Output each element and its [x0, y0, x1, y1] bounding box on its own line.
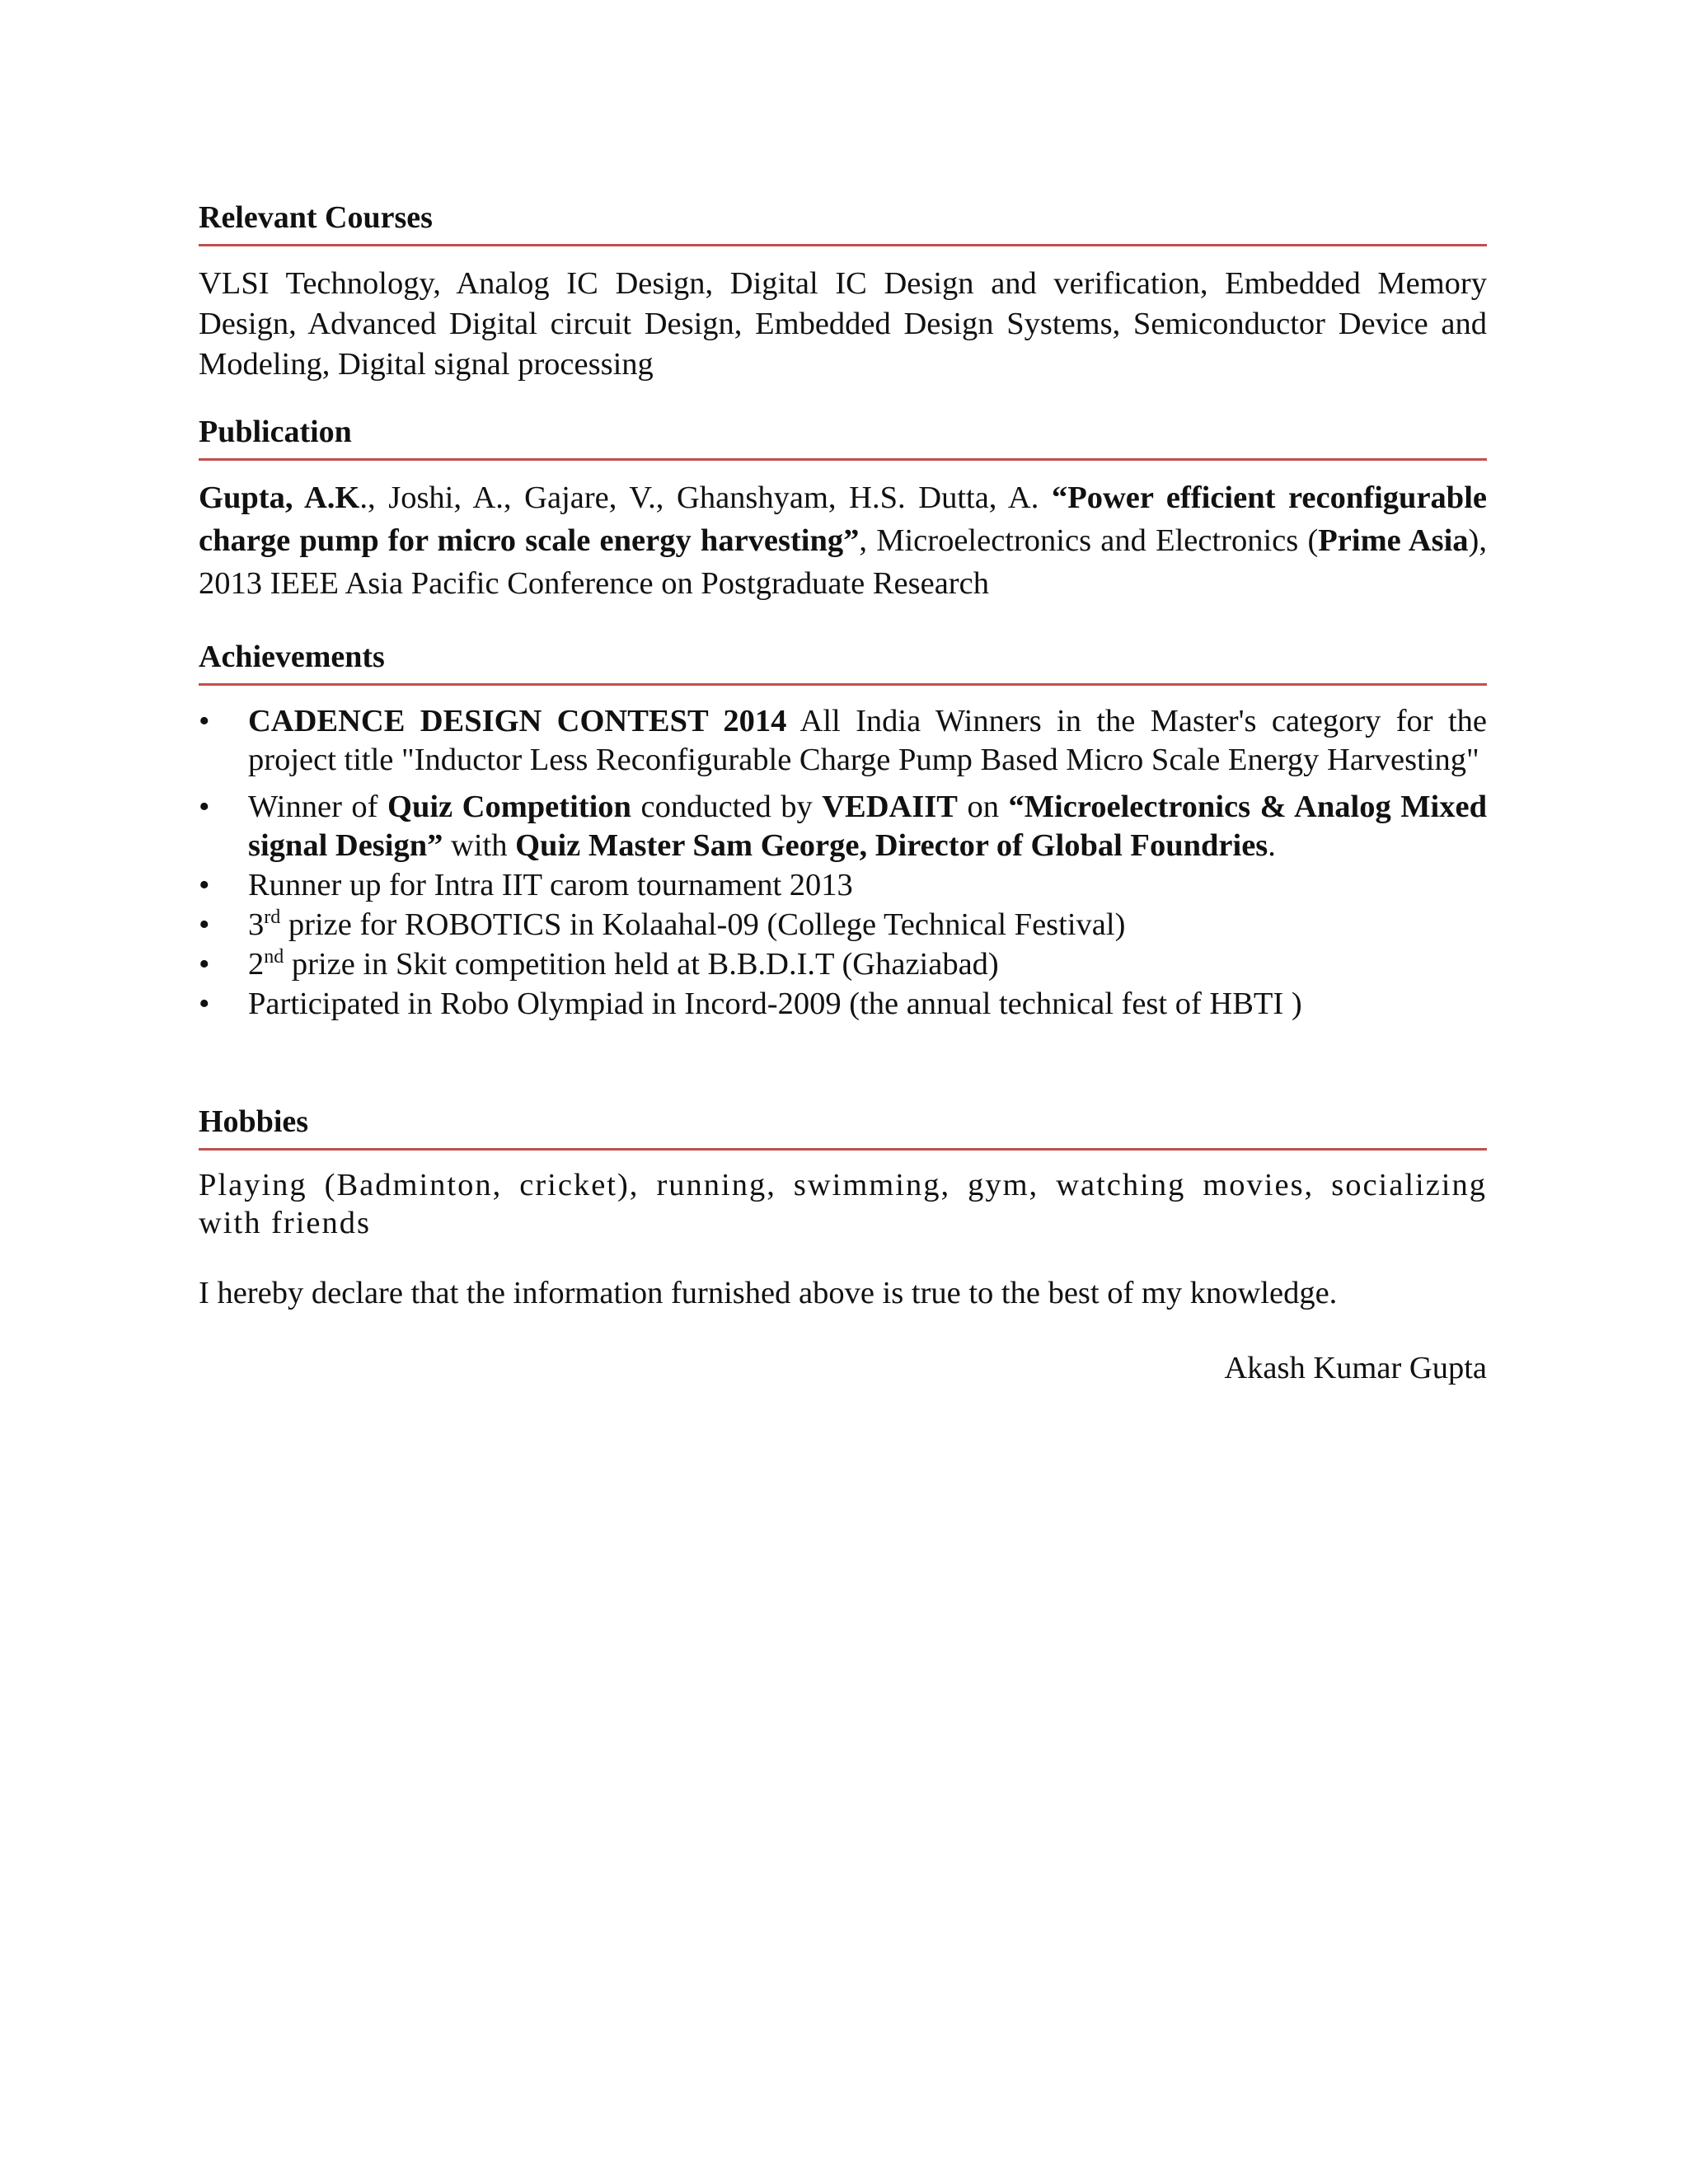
section-divider	[199, 683, 1487, 686]
ordinal-suffix: nd	[264, 946, 284, 968]
achievement-text: with	[443, 828, 516, 863]
achievement-bold: Quiz Competition	[387, 790, 631, 824]
achievement-bold: CADENCE DESIGN CONTEST 2014	[248, 704, 787, 738]
signature-name: Akash Kumar Gupta	[1224, 1351, 1487, 1385]
publication-venue-post: ), 2013 IEEE Asia Pacific Conference on Postgraduate Research	[199, 523, 1487, 601]
courses-section-header	[199, 198, 1487, 246]
bullet-icon: •	[199, 987, 210, 1021]
hobbies-text: Playing (Badminton, cricket), running, swimming, gym, watching movies, socializing with friends	[199, 1168, 1487, 1240]
publication-text	[199, 476, 1487, 605]
ordinal-suffix: rd	[264, 907, 281, 929]
achievement-text: All India Winners in the Master's category for the project title "Inductor Less Reconfigurable Charge Pump Based Micro Scale Energy Harvesting"	[248, 704, 1487, 777]
achievement-text: Winner of	[248, 790, 387, 824]
section-divider	[199, 458, 1487, 461]
achievement-text: .	[1268, 828, 1276, 863]
publication-authors-rest: ., Joshi, A., Gajare, V., Ghanshyam, H.S. Dutta, A.	[359, 480, 1052, 515]
achievements-section-header	[199, 637, 1487, 686]
hobbies-section-header	[199, 1102, 1487, 1151]
achievement-number: 2	[248, 947, 265, 982]
list-item	[199, 866, 1487, 905]
achievements-list	[199, 702, 1487, 1024]
bullet-icon: •	[199, 704, 210, 738]
bullet-icon: •	[199, 868, 210, 902]
achievement-text: Participated in Robo Olympiad in Incord-2009 (the annual technical fest of HBTI )	[248, 987, 1302, 1021]
publication-venue-pre: , Microelectronics and Electronics (	[859, 523, 1319, 558]
list-item	[199, 945, 1487, 984]
section-divider	[199, 244, 1487, 246]
section-divider	[199, 1148, 1487, 1151]
achievement-bold: VEDAIIT	[822, 790, 958, 824]
achievement-text: Runner up for Intra IIT carom tournament 2013	[248, 868, 853, 902]
list-item	[199, 985, 1487, 1024]
achievements-heading: Achievements	[199, 640, 385, 674]
achievement-text: prize in Skit competition held at B.B.D.I.T (Ghaziabad)	[284, 947, 999, 982]
achievement-text: on	[957, 790, 1009, 824]
hobbies-heading: Hobbies	[199, 1104, 309, 1139]
publication-heading: Publication	[199, 415, 352, 449]
bullet-icon: •	[199, 907, 210, 942]
publication-author-main: Gupta, A.K	[199, 480, 360, 515]
publication-venue-bold: Prime Asia	[1318, 523, 1469, 558]
achievement-text: prize for ROBOTICS in Kolaahal-09 (College Technical Festival)	[280, 907, 1126, 942]
list-item	[199, 906, 1487, 944]
bullet-icon: •	[199, 947, 210, 982]
bullet-icon: •	[199, 790, 210, 824]
achievement-text: conducted by	[631, 790, 823, 824]
declaration-text: I hereby declare that the information furnished above is true to the best of my knowledge.	[199, 1276, 1338, 1310]
achievement-bold: Quiz Master Sam George, Director of Global Foundries	[515, 828, 1268, 863]
list-item	[199, 702, 1487, 780]
publication-section-header	[199, 412, 1487, 461]
publication-title: “Power efficient reconfigurable charge pump for micro scale energy harvesting”	[199, 480, 1487, 558]
achievement-bold: “Microelectronics & Analog Mixed signal Design”	[248, 790, 1488, 863]
list-item	[199, 788, 1487, 865]
courses-text: VLSI Technology, Analog IC Design, Digital IC Design and verification, Embedded Memory Design, Advanced Digital circuit Design, Embedded Design Systems, Semiconductor Device and Modeling, Digital signal processing	[199, 266, 1487, 382]
achievement-number: 3	[248, 907, 265, 942]
courses-heading: Relevant Courses	[199, 200, 433, 235]
